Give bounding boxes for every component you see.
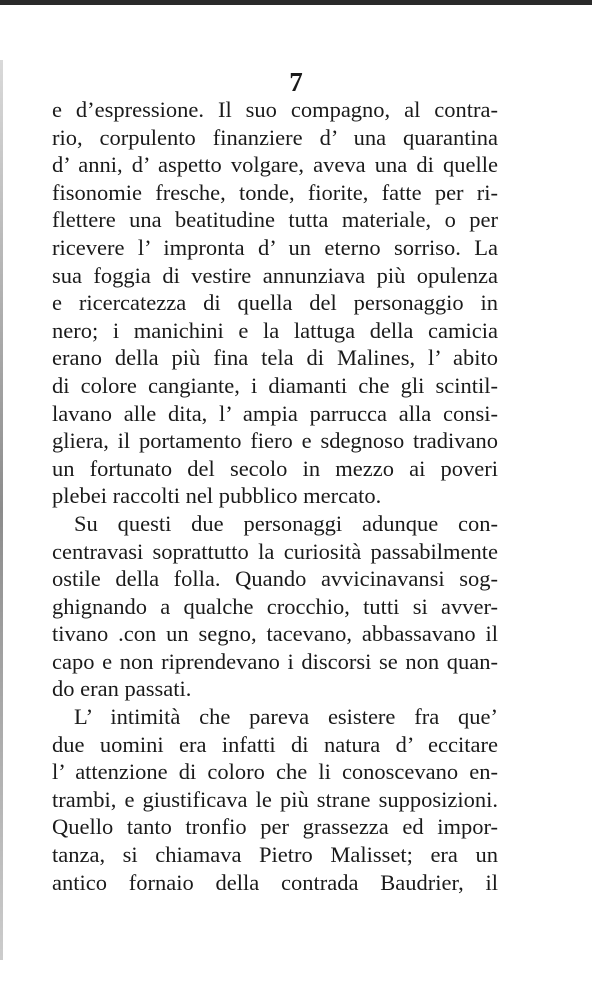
text-line: rio, corpulento finanziere d’ una quarantina [52,124,498,150]
text-line: di colore cangiante, i diamanti che gli scintil- [52,372,498,398]
text-line: do eran passati. [52,676,192,702]
text-line: capo e non riprendevano i discorsi se non quan- [52,648,498,674]
text-line: e ricercatezza di quella del personaggio in [52,290,498,316]
text-line: e d’espressione. Il suo compagno, al contra- [52,97,498,122]
text-line: tivano .con un segno, tacevano, abbassavano il [52,621,498,647]
page-left-edge [0,60,3,960]
text-line: tanza, si chiamava Pietro Malisset; era un [52,842,498,868]
text-line: centravasi soprattutto la curiosità passabilmente [52,538,498,564]
text-line: ghignando a qualche crocchio, tutti si avver- [52,593,498,619]
text-line: ostile della folla. Quando avvicinavansi sog- [52,566,498,592]
text-line: trambi, e giustificava le più strane supposizioni. [52,786,498,812]
text-line: plebei raccolti nel pubblico mercato. [52,483,382,509]
text-line: gliera, il portamento fiero e sdegnoso tradivano [52,428,498,454]
text-line: un fortunato del secolo in mezzo ai poveri [52,455,498,481]
text-line: flettere una beatitudine tutta materiale, o per [52,207,498,233]
body-text [52,96,498,896]
text-line: Quello tanto tronfio per grassezza ed impor- [52,814,498,840]
text-line: d’ anni, d’ aspetto volgare, aveva una di quelle [52,152,498,178]
text-line: nero; i manichini e la lattuga della camicia [52,317,498,343]
text-line: erano della più fina tela di Malines, l’ abito [52,345,498,371]
text-line: antico fornaio della contrada Baudrier, il [52,869,498,895]
text-line: L’ intimità che pareva esistere fra que’ [74,704,498,730]
text-line: l’ attenzione di coloro che li conoscevano en- [52,759,498,785]
text-line: sua foggia di vestire annunziava più opulenza [52,262,498,288]
text-line: due uomini era infatti di natura d’ eccitare [52,731,498,757]
page-number: 7 [289,67,303,97]
text-line: fisonomie fresche, tonde, fiorite, fatte per ri- [52,179,498,205]
text-line: ricevere l’ impronta d’ un eterno sorriso. La [52,234,498,260]
text-line: lavano alle dita, l’ ampia parrucca alla consi- [52,400,498,426]
text-line: Su questi due personaggi adunque con- [74,510,498,536]
page-top-edge [0,0,592,5]
